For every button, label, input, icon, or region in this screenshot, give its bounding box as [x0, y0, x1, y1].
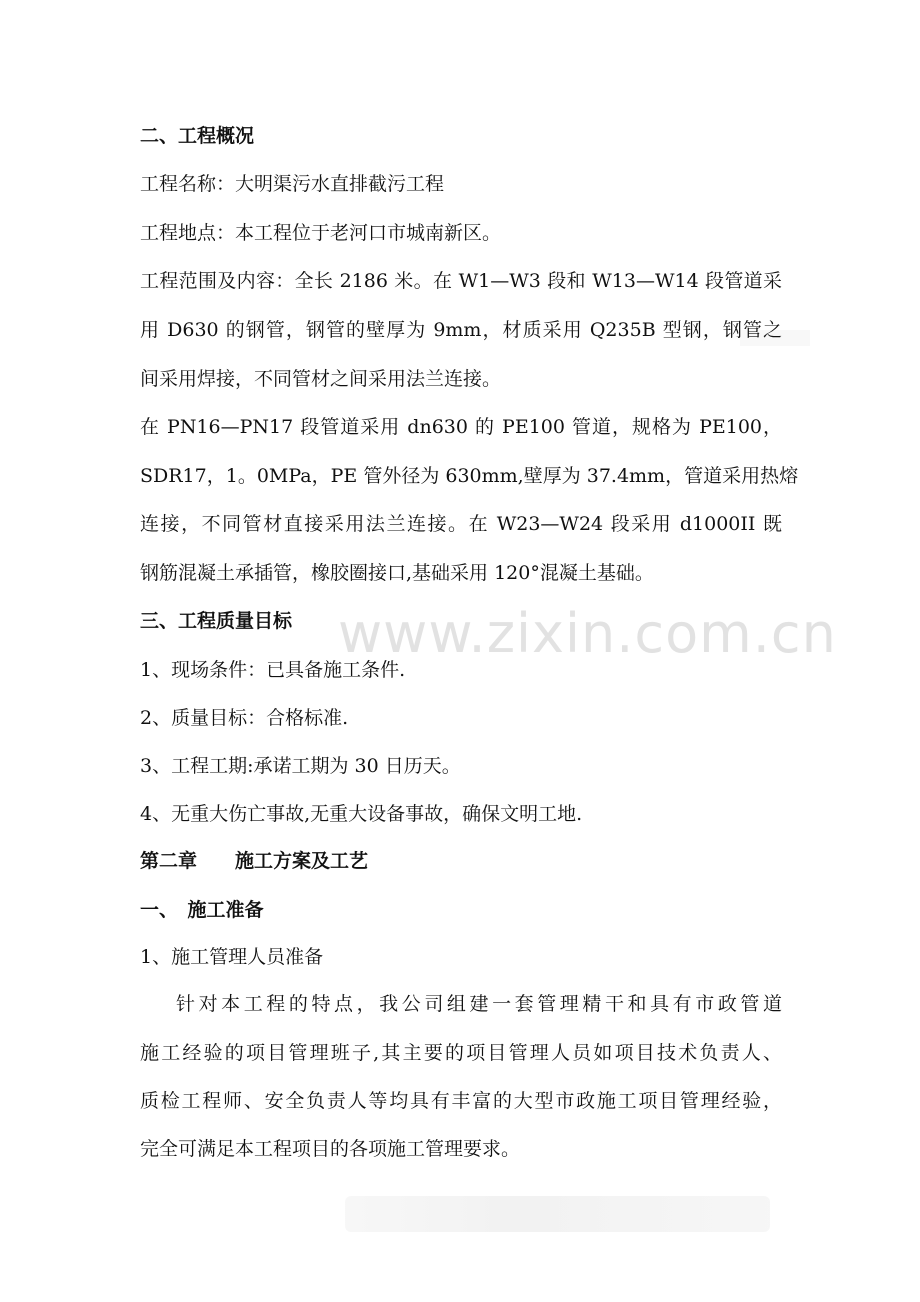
- site-watermark: www.zixin.com.cn: [338, 602, 837, 665]
- scope-line-2: 用 D630 的钢管，钢管的壁厚为 9mm，材质采用 Q235B 型钢，钢管之: [140, 319, 782, 341]
- chapter-heading: 第二章 施工方案及工艺: [140, 850, 369, 872]
- section-heading-overview: 二、工程概况: [140, 125, 255, 147]
- item-title-personnel: 1、施工管理人员准备: [140, 946, 324, 968]
- para-line-4: 完全可满足本工程项目的各项施工管理要求。: [140, 1138, 521, 1160]
- quality-item-1: 1、现场条件：已具备施工条件.: [140, 659, 406, 681]
- scope-line-1: 工程范围及内容：全长 2186 米。在 W1—W3 段和 W13—W14 段管道采: [140, 270, 782, 292]
- project-name: 工程名称：大明渠污水直排截污工程: [140, 173, 445, 195]
- pe-line-2: SDR17，1。0MPa，PE 管外径为 630mm,壁厚为 37.4mm，管道采用热熔: [140, 465, 799, 487]
- para-line-2: 施工经验的项目管理班子,其主要的项目管理人员如项目技术负责人、: [140, 1042, 782, 1064]
- pe-line-4: 钢筋混凝土承插管，橡胶圈接口,基础采用 120°混凝土基础。: [140, 562, 654, 584]
- section-heading-quality: 三、工程质量目标: [140, 610, 293, 632]
- para-line-3: 质检工程师、安全负责人等均具有丰富的大型市政施工项目管理经验，: [140, 1090, 782, 1112]
- project-location: 工程地点：本工程位于老河口市城南新区。: [140, 222, 502, 244]
- blurred-footer-text: [345, 1196, 770, 1232]
- scope-line-3: 间采用焊接，不同管材之间采用法兰连接。: [140, 368, 502, 390]
- quality-item-4: 4、无重大伤亡事故,无重大设备事故，确保文明工地.: [140, 803, 583, 825]
- quality-item-3: 3、工程工期:承诺工期为 30 日历天。: [140, 755, 461, 777]
- pe-line-3: 连接，不同管材直接采用法兰连接。在 W23—W24 段采用 d1000II 既: [140, 513, 782, 535]
- quality-item-2: 2、质量目标：合格标准.: [140, 707, 349, 729]
- para-line-1: 针对本工程的特点，我公司组建一套管理精干和具有市政管道: [176, 993, 782, 1015]
- pe-line-1: 在 PN16—PN17 段管道采用 dn630 的 PE100 管道，规格为 PE100，: [140, 416, 782, 438]
- sub-heading-preparation: 一、 施工准备: [140, 899, 264, 921]
